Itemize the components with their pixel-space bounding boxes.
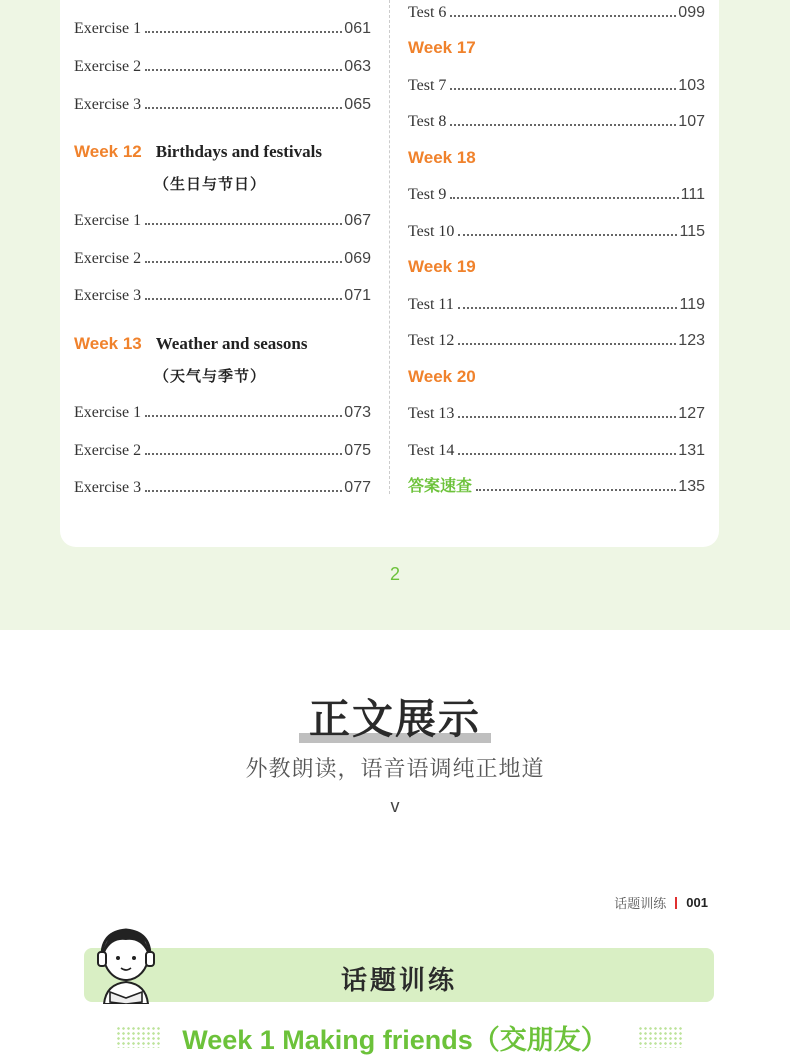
entry-label: Test 10 — [408, 223, 455, 240]
banner-title: 话题训练 — [340, 965, 457, 995]
toc-entry[interactable] — [408, 221, 705, 241]
toc-entry[interactable] — [74, 248, 371, 268]
showcase-heading — [0, 686, 790, 745]
entry-page: 119 — [679, 296, 705, 313]
week-19-heading — [408, 257, 476, 277]
leader-dots — [458, 452, 676, 455]
week-1-heading: Week 1 Making friends（交朋友） — [182, 1025, 608, 1055]
entry-page: 127 — [678, 405, 705, 422]
leader-dots — [458, 342, 676, 345]
entry-label: Exercise 2 — [74, 442, 142, 459]
entry-page: 115 — [679, 223, 705, 240]
entry-label: 答案速查 — [408, 478, 473, 495]
leader-dots — [145, 489, 342, 492]
toc-entry[interactable] — [408, 330, 705, 350]
boy-with-headphones-icon — [96, 926, 156, 1004]
column-divider — [389, 0, 390, 494]
entry-label: Exercise 1 — [74, 212, 142, 229]
leader-dots — [145, 414, 342, 417]
entry-label: Test 9 — [408, 186, 447, 203]
toc-entry[interactable] — [408, 294, 705, 314]
week-tag: Week 17 — [408, 38, 476, 57]
leader-dots — [145, 68, 342, 71]
leader-dots — [145, 260, 342, 263]
toc-entry[interactable] — [408, 2, 705, 22]
week-18-heading — [408, 148, 476, 168]
week-17-heading — [408, 38, 476, 58]
showcase-subtitle: 外教朗读，语音语调纯正地道 — [245, 756, 545, 781]
entry-label: Test 6 — [408, 4, 447, 21]
leader-dots — [145, 297, 342, 300]
week-13-chinese-title: （天气与季节） — [154, 368, 267, 385]
toc-entry[interactable] — [74, 477, 371, 497]
week-20-heading — [408, 367, 476, 387]
entry-page: 073 — [344, 404, 371, 421]
entry-label: Exercise 3 — [74, 479, 142, 496]
week-title: Birthdays and festivals — [155, 142, 322, 161]
entry-label: Test 7 — [408, 77, 447, 94]
toc-entry[interactable] — [74, 94, 371, 114]
toc-entry[interactable] — [408, 184, 705, 204]
entry-page: 075 — [344, 442, 371, 459]
entry-page: 061 — [344, 20, 371, 37]
entry-page: 099 — [678, 4, 705, 21]
header-page-number: 001 — [686, 895, 708, 910]
week-tag: Week 20 — [408, 367, 476, 386]
page-number: 2 — [389, 564, 400, 584]
week-12-heading — [74, 142, 322, 162]
toc-entry-answers[interactable] — [408, 476, 705, 496]
leader-dots — [450, 87, 676, 90]
toc-entry[interactable] — [408, 111, 705, 131]
entry-label: Test 8 — [408, 113, 447, 130]
entry-page: 069 — [344, 250, 371, 267]
leader-dots — [450, 196, 678, 199]
entry-label: Exercise 2 — [74, 250, 142, 267]
week-tag: Week 12 — [74, 142, 142, 161]
leader-dots — [458, 233, 677, 236]
entry-page: 131 — [678, 442, 705, 459]
toc-entry[interactable] — [74, 210, 371, 230]
entry-page: 063 — [344, 58, 371, 75]
entry-page: 077 — [344, 479, 371, 496]
entry-page: 111 — [680, 186, 705, 203]
leader-dots — [458, 306, 678, 309]
leader-dots — [145, 106, 342, 109]
leader-dots — [450, 14, 676, 17]
entry-label: Exercise 2 — [74, 58, 142, 75]
toc-entry[interactable] — [74, 402, 371, 422]
entry-label: Exercise 1 — [74, 404, 142, 421]
entry-page: 065 — [344, 96, 371, 113]
toc-entry[interactable] — [408, 440, 705, 460]
entry-label: Exercise 3 — [74, 96, 142, 113]
toc-entry[interactable] — [74, 18, 371, 38]
entry-page: 107 — [678, 113, 705, 130]
toc-entry[interactable] — [408, 403, 705, 423]
entry-page: 067 — [344, 212, 371, 229]
sample-page-header — [614, 893, 708, 912]
chevron-down-icon: v — [390, 796, 400, 816]
leader-dots — [458, 415, 676, 418]
week-12-chinese-title: （生日与节日） — [154, 176, 267, 193]
topic-banner — [84, 948, 714, 1002]
toc-entry[interactable] — [74, 440, 371, 460]
header-divider — [675, 897, 677, 909]
entry-page: 123 — [678, 332, 705, 349]
toc-entry[interactable] — [74, 56, 371, 76]
entry-label: Exercise 3 — [74, 287, 142, 304]
showcase-title — [305, 686, 485, 745]
entry-label: Test 14 — [408, 442, 455, 459]
toc-entry[interactable] — [408, 75, 705, 95]
toc-entry[interactable] — [74, 285, 371, 305]
entry-page: 135 — [678, 478, 705, 495]
showcase-title-text: 正文展示 — [309, 696, 481, 742]
week-tag: Week 19 — [408, 257, 476, 276]
header-section-name: 话题训练 — [614, 896, 667, 911]
week-tag: Week 18 — [408, 148, 476, 167]
week-13-heading — [74, 334, 308, 354]
leader-dots — [145, 222, 342, 225]
entry-page: 103 — [678, 77, 705, 94]
entry-label: Test 13 — [408, 405, 455, 422]
entry-label: Test 11 — [408, 296, 454, 313]
entry-label: Test 12 — [408, 332, 455, 349]
week-tag: Week 13 — [74, 334, 142, 353]
leader-dots — [145, 452, 342, 455]
leader-dots — [145, 30, 342, 33]
leader-dots — [450, 123, 676, 126]
entry-page: 071 — [344, 287, 371, 304]
entry-label: Exercise 1 — [74, 20, 142, 37]
week-title: Weather and seasons — [155, 334, 308, 353]
leader-dots — [476, 488, 676, 491]
